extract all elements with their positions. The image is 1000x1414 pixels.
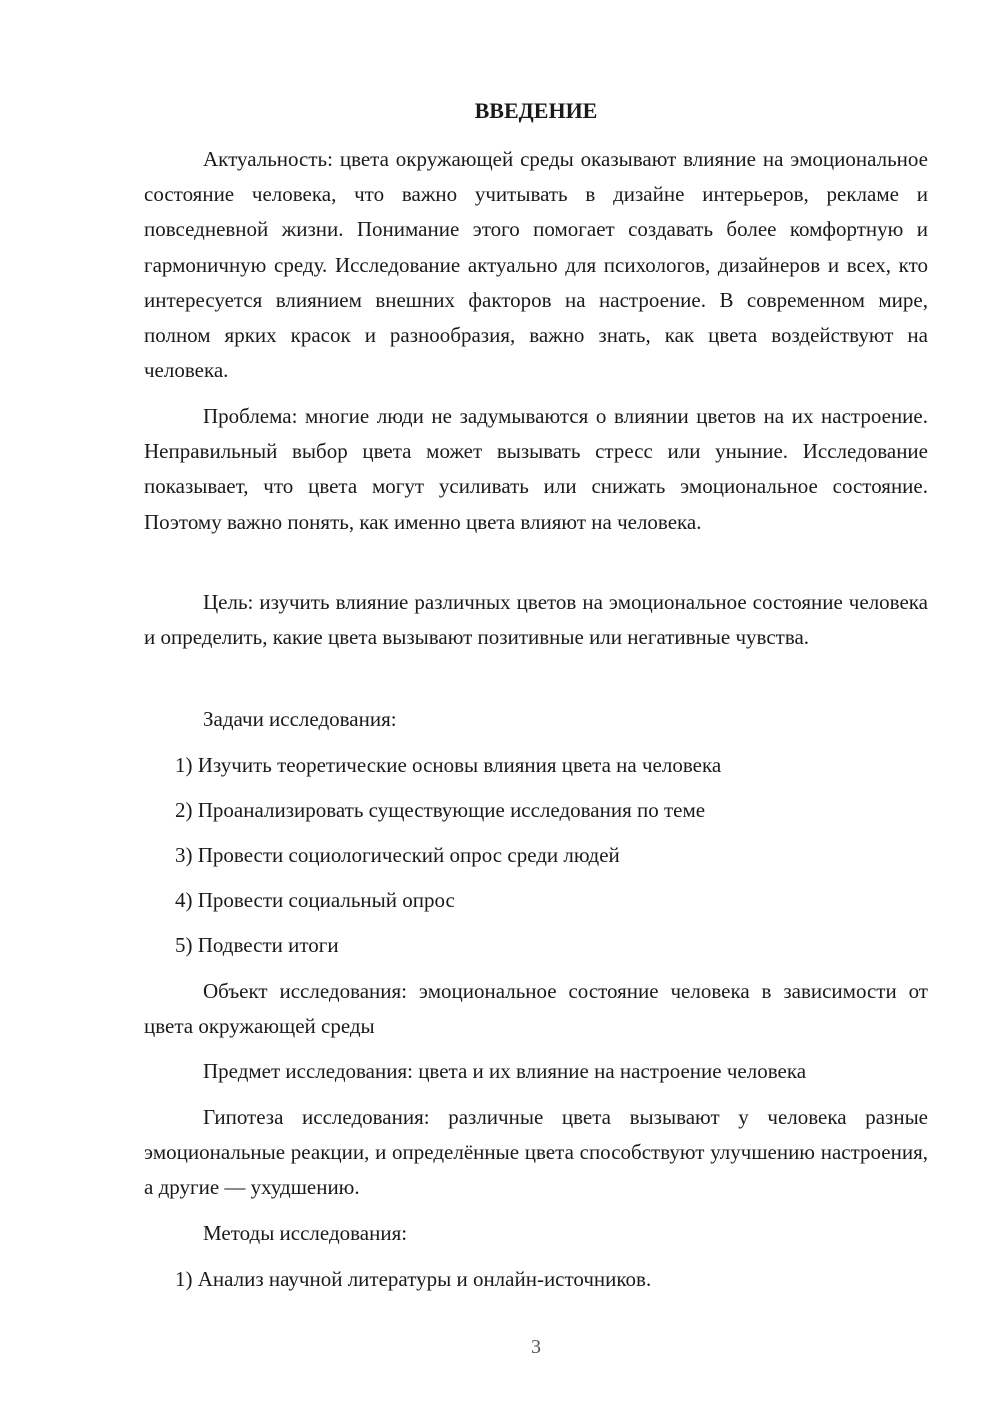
relevance-paragraph: Актуальность: цвета окружающей среды оказывают влияние на эмоциональное состояние человека, что важно учитывать в дизайне интерьеров, рекламе и повседневной жизни. Понимание этого помогает создавать более комфортную и гармоничную среду. Исследование актуально для психологов, дизайнеров и всех, кто интересуется влиянием внешних факторов на настроение. В современном мире, полном ярких красок и разнообразия, важно знать, как цвета воздействуют на человека. [144, 147, 928, 383]
method-item: 1) Анализ научной литературы и онлайн-источников. [175, 1267, 652, 1291]
task-item: 1) Изучить теоретические основы влияния цвета на человека [175, 753, 722, 777]
object-paragraph: Объект исследования: эмоциональное состояние человека в зависимости от цвета окружающей среды [144, 979, 928, 1039]
problem-paragraph: Проблема: многие люди не задумываются о влиянии цветов на их настроение. Неправильный выбор цвета может вызывать стресс или уныние. Исследование показывает, что цвета могут усиливать или снижать эмоциональное состояние. Поэтому важно понять, как именно цвета влияют на человека. [144, 404, 928, 534]
task-item: 4) Провести социальный опрос [175, 888, 455, 912]
page-number: 3 [531, 1336, 541, 1358]
goal-paragraph: Цель: изучить влияние различных цветов на эмоциональное состояние человека и определить, какие цвета вызывают позитивные или негативные чувства. [144, 590, 928, 650]
tasks-heading: Задачи исследования: [203, 707, 397, 731]
hypothesis-paragraph: Гипотеза исследования: различные цвета вызывают у человека разные эмоциональные реакции, и определённые цвета способствуют улучшению настроения, а другие — ухудшению. [144, 1105, 928, 1200]
subject-paragraph: Предмет исследования: цвета и их влияние на настроение человека [203, 1059, 807, 1083]
section-title: ВВЕДЕНИЕ [474, 98, 598, 123]
task-item: 3) Провести социологический опрос среди людей [175, 843, 620, 867]
task-item: 5) Подвести итоги [175, 933, 339, 957]
document-page [144, 0, 928, 1414]
methods-heading: Методы исследования: [203, 1221, 408, 1245]
task-item: 2) Проанализировать существующие исследования по теме [175, 798, 706, 822]
